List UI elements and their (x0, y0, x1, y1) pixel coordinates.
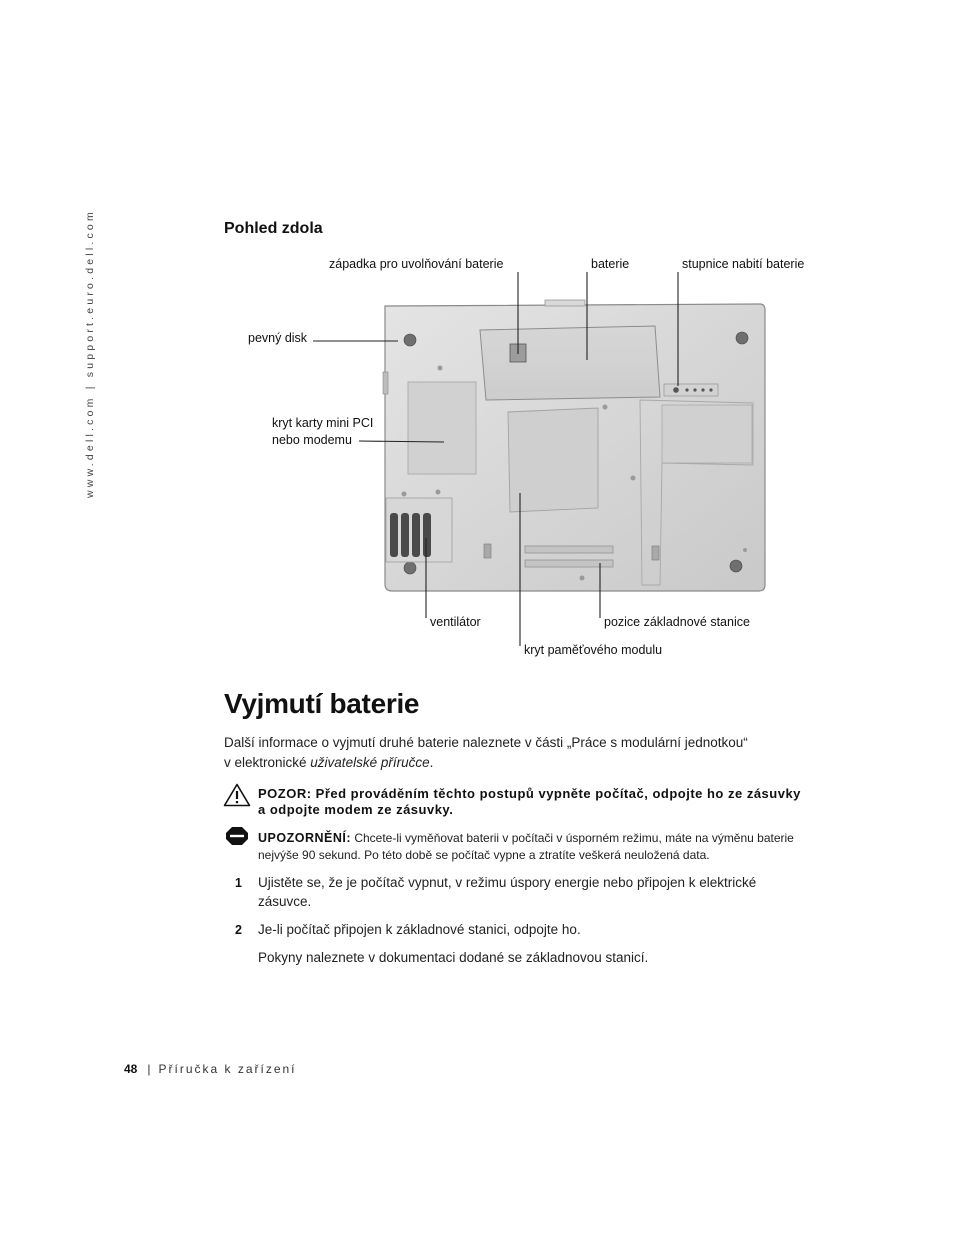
callout-minipci-line2: nebo modemu (272, 433, 352, 447)
callout-docking-connector: pozice základnové stanice (604, 615, 750, 629)
callout-minipci-line1: kryt karty mini PCI (272, 416, 374, 430)
step-text: Ujistěte se, že je počítač vypnut, v režimu úspory energie nebo připojen k elektrické zásuvce. (258, 875, 757, 909)
callout-memory-cover: kryt paměťového modulu (524, 643, 663, 657)
step-note: Pokyny naleznete v dokumentaci dodané se základnovou stanicí. (258, 950, 649, 965)
callout-hard-drive: pevný disk (248, 331, 308, 345)
callout-battery-latch: západka pro uvolňování baterie (329, 257, 504, 271)
section-heading: Pohled zdola (224, 220, 323, 237)
caution-text: POZOR: Před prováděním těchto postupů vypněte počítač, odpojte ho ze zásuvky a odpojte modem ze zásuvky. (258, 786, 801, 817)
intro-paragraph (224, 733, 814, 773)
users-guide-reference: uživatelské příručce (310, 755, 430, 770)
notice-label: UPOZORNĚNÍ: (258, 831, 351, 845)
step-number: 2 (235, 923, 242, 937)
caution-icon (223, 783, 251, 807)
page-title: Vyjmutí baterie (224, 688, 420, 719)
page-number: 48 (124, 1062, 138, 1076)
notice-icon (225, 826, 249, 846)
step-text: Je-li počítač připojen k základnové stanici, odpojte ho. (258, 922, 581, 937)
sidebar-url: www.dell.com | support.euro.dell.com (84, 209, 96, 498)
notice-body: Chcete-li vyměňovat baterii v počítači v úsporném režimu, máte na výměnu baterie nejvýše 90 sekund. Po této době se počítač vypne a ztratíte veškerá neuložená data. (258, 831, 794, 862)
page-footer (124, 1062, 297, 1076)
footer-title: Příručka k zařízení (158, 1062, 297, 1076)
footer-separator: | (147, 1062, 151, 1076)
notice-text (258, 830, 803, 864)
callout-battery: baterie (591, 257, 630, 271)
step-number: 1 (235, 876, 242, 890)
intro-line1: Další informace o vyjmutí druhé baterie naleznete v části „Práce s modulární jednotkou“ (224, 735, 748, 750)
callout-battery-gauge: stupnice nabití baterie (682, 257, 805, 271)
intro-line2: v elektronické uživatelské příručce. (224, 755, 434, 770)
callout-fan: ventilátor (430, 615, 481, 629)
